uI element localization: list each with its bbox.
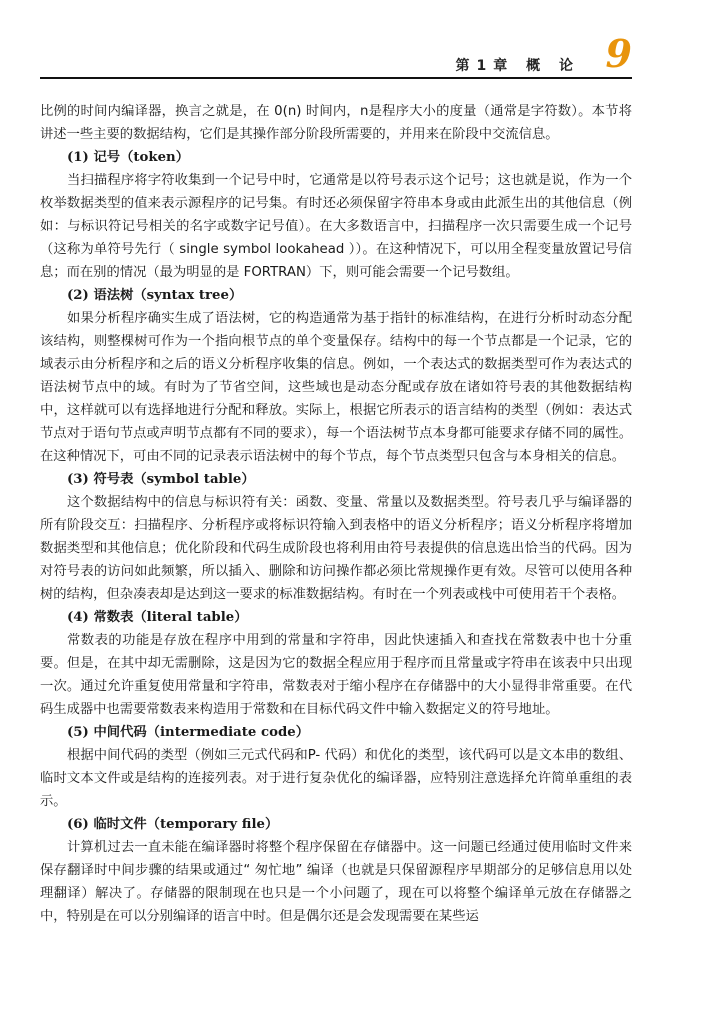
section-number: (5) bbox=[67, 725, 89, 740]
header-rule bbox=[40, 77, 632, 79]
intro-paragraph: 比例的时间内编译器，换言之就是，在 0(n) 时间内，n是程序大小的度量（通常是字符数）。本节将讲述一些主要的数据结构，它们是其操作部分阶段所需要的，并用来在阶段中交流信息。 bbox=[40, 104, 632, 142]
section-title-en: token bbox=[133, 150, 176, 165]
section-number: (6) bbox=[67, 817, 89, 832]
section-heading: (5) 中间代码（intermediate code） bbox=[67, 725, 310, 740]
page-header bbox=[40, 31, 632, 78]
section-title-en: symbol table bbox=[146, 472, 242, 487]
section-title-en: temporary file bbox=[159, 817, 265, 832]
section-title-zh: 临时文件 bbox=[93, 817, 147, 832]
section-heading: (2) 语法树（syntax tree） bbox=[67, 288, 243, 303]
section-heading: (1) 记号（token） bbox=[67, 150, 190, 165]
section-paragraph: 这个数据结构中的信息与标识符有关：函数、变量、常量以及数据类型。符号表几乎与编译器的所有阶段交互：扫描程序、分析程序或将标识符输入到表格中的语义分析程序；语义分析程序将增加数据类型和其他信息；优化阶段和代码生成阶段也将利用由符号表提供的信息选出恰当的代码。因为对符号表的访问如此频繁，所以插入、删除和访问操作都必须比常规操作更有效。尽管可以使用各种树的结构，但杂凑表却是达到这一要求的标准数据结构。有时在一个列表或栈中可使用若干个表格。 bbox=[40, 495, 632, 602]
section-number: (3) bbox=[67, 472, 89, 487]
section-title-zh: 中间代码 bbox=[93, 725, 147, 740]
section-title-en: literal table bbox=[146, 610, 235, 625]
section-title-en: syntax tree bbox=[146, 288, 229, 303]
section-paragraph: 计算机过去一直未能在编译器时将整个程序保留在存储器中。这一问题已经通过使用临时文件来保存翻译时中间步骤的结果或通过“ 匆忙地” 编译（也就是只保留源程序早期部分的足够信息用以处理翻译）解决了。存储器的限制现在也只是一个小问题了，现在可以将整个编译单元放在存储器之中，特别是在可以分别编译的语言中时。但是偶尔还是会发现需要在某些运 bbox=[40, 840, 632, 924]
section-title-zh: 常数表 bbox=[93, 610, 134, 625]
section-paragraph: 当扫描程序将字符收集到一个记号中时，它通常是以符号表示这个记号；这也就是说，作为一个枚举数据类型的值来表示源程序的记号集。有时还必须保留字符串本身或由此派生出的其他信息（例如：与标识符记号相关的名字或数字记号值）。在大多数语言中，扫描程序一次只需要生成一个记号（这称为单符号先行（ single symbol lookahead ））。在这种情况下，可以用全程变量放置记号信息；而在别的情况（最为明显的是 FORTRAN）下，则可能会需要一个记号数组。 bbox=[40, 173, 632, 280]
section-number: (2) bbox=[67, 288, 89, 303]
section-number: (1) bbox=[67, 150, 89, 165]
section-title-zh: 语法树 bbox=[93, 288, 134, 303]
section-heading: (6) 临时文件（temporary file） bbox=[67, 817, 279, 832]
page-body bbox=[40, 100, 632, 928]
section-number: (4) bbox=[67, 610, 89, 625]
section-paragraph: 如果分析程序确实生成了语法树，它的构造通常为基于指针的标准结构，在进行分析时动态分配该结构，则整棵树可作为一个指向根节点的单个变量保存。结构中的每一个节点都是一个记录，它的域表示由分析程序和之后的语义分析程序收集的信息。例如，一个表达式的数据类型可作为表达式的语法树节点中的域。有时为了节省空间，这些域也是动态分配或存放在诸如符号表的其他数据结构中，这样就可以有选择地进行分配和释放。实际上，根据它所表示的语言结构的类型（例如：表达式节点对于语句节点或声明节点都有不同的要求），每一个语法树节点本身都可能要求存储不同的属性。在这种情况下，可由不同的记录表示语法树中的每个节点，每个节点类型只包含与本身相关的信息。 bbox=[40, 311, 632, 464]
page-number: 9 bbox=[605, 31, 632, 76]
section-heading: (3) 符号表（symbol table） bbox=[67, 472, 255, 487]
section-paragraph: 根据中间代码的类型（例如三元式代码和P- 代码）和优化的类型，该代码可以是文本串的数组、临时文本文件或是结构的连接列表。对于进行复杂优化的编译器，应特别注意选择允许简单重组的表示。 bbox=[40, 748, 632, 809]
section-title-zh: 记号 bbox=[93, 150, 121, 165]
section-title-en: intermediate code bbox=[159, 725, 296, 740]
section-title-zh: 符号表 bbox=[93, 472, 134, 487]
chapter-title: 第1章 概 论 bbox=[455, 58, 580, 74]
section-paragraph: 常数表的功能是存放在程序中用到的常量和字符串，因此快速插入和查找在常数表中也十分重要。但是，在其中却无需删除，这是因为它的数据全程应用于程序而且常量或字符串在该表中只出现一次。通过允许重复使用常量和字符串，常数表对于缩小程序在存储器中的大小显得非常重要。在代码生成器中也需要常数表来构造用于常数和在目标代码文件中输入数据定义的符号地址。 bbox=[40, 633, 632, 717]
section-heading: (4) 常数表（literal table） bbox=[67, 610, 248, 625]
